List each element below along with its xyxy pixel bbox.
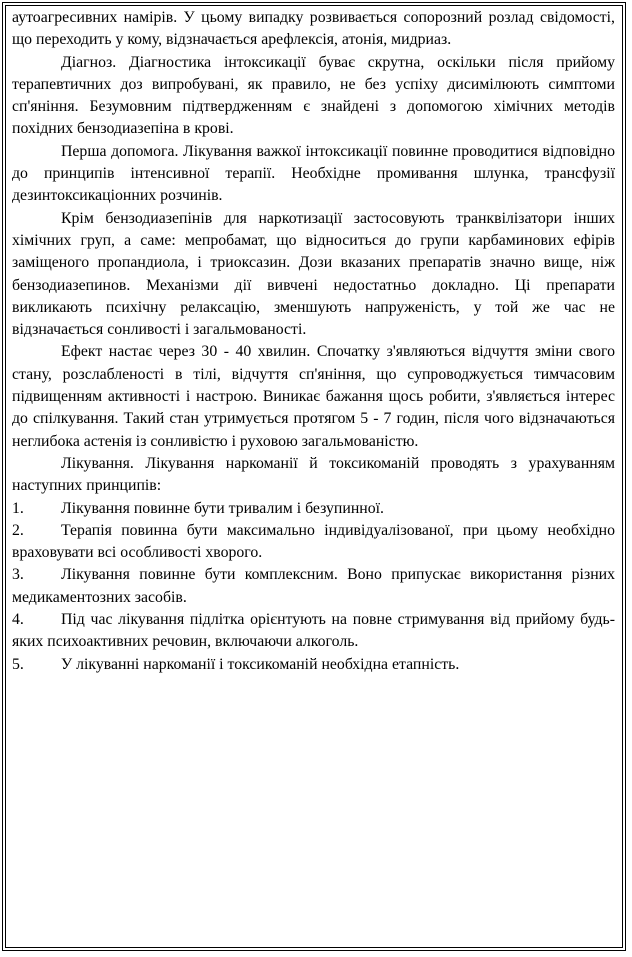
paragraph-diagnosis: Діагноз. Діагностика інтоксикації буває скрутна, оскільки після прийому терапевтичних доз випробувані, як правило, не без успіху дисимілюють симптоми сп'яніння. Безумовним підтвердженням є знайдені з допомогою хімічних методів похідних бензодиазепіна в крові. bbox=[12, 53, 615, 138]
paragraph-treatment: Лікування. Лікування наркоманії й токсикоманій проводять з урахуванням наступних принципів: bbox=[12, 454, 615, 495]
list-item-5 bbox=[12, 654, 615, 676]
list-text: У лікуванні наркоманії і токсикоманій необхідна етапність. bbox=[61, 655, 460, 673]
list-text: Під час лікування підлітка орієнтують на повне стримування від прийому будь-яких психоактивних речовин, включаючи алкоголь. bbox=[12, 611, 615, 651]
list-number: 4. bbox=[12, 611, 24, 629]
list-number: 5. bbox=[12, 655, 24, 673]
list-text: Лікування повинне бути тривалим і безупинної. bbox=[61, 499, 384, 517]
list-number: 2. bbox=[12, 521, 24, 539]
list-number: 1. bbox=[12, 499, 24, 517]
paragraph-1: аутоагресивних намірів. У цьому випадку розвивається сопорозний розлад свідомості, що переходить у кому, відзначається арефлексія, атонія, мидриаз. bbox=[12, 9, 615, 49]
list-item-2 bbox=[12, 520, 615, 565]
list-text: Терапія повинна бути максимально індивідуалізованої, при цьому необхідно враховувати всі особливості хворого. bbox=[12, 521, 615, 562]
list-text: Лікування повинне бути комплексним. Воно припускає використання різних медикаментозних засобів. bbox=[12, 566, 615, 606]
paragraph-effect: Ефект настає через 30 - 40 хвилин. Спочатку з'являються відчуття зміни свого стану, розслабленості в тілі, відчуття сп'яніння, що супроводжується тимчасовим підвищенням активності і настрою. Виникає бажання щось робити, з'являється інтерес до спілкування. Такий стан утримується протягом 5 - 7 годин, після чого відзначаються неглибока астенія із сонливістю і руховою загальмованістю. bbox=[12, 343, 615, 450]
paragraph-tranquilizers: Крім бензодиазепінів для наркотизації застосовують транквілізатори інших хімічних груп, а саме: мепробамат, що відноситься до групи карбаминових ефірів заміщеного пропандиола, і триоксазин. Дози вказаних препаратів значно вище, ніж бензодиазепинов. Механізми дії вивчені недостатньо докладно. Ці препарати викликають психічну релаксацію, зменшують напруженість, у той же час не відзначається сонливості і загальмованості. bbox=[12, 209, 615, 339]
paragraph-first-aid: Перша допомога. Лікування важкої інтоксикації повинне проводитися відповідно до принципів інтенсивної терапії. Необхідне промивання шлунка, трансфузії дезинтоксикаціонних розчинів. bbox=[12, 142, 615, 205]
list-item-4 bbox=[12, 609, 615, 654]
list-item-1 bbox=[12, 498, 615, 520]
document-text-body bbox=[12, 7, 615, 676]
list-item-3 bbox=[12, 564, 615, 609]
list-number: 3. bbox=[12, 566, 24, 584]
document-frame bbox=[2, 2, 626, 951]
